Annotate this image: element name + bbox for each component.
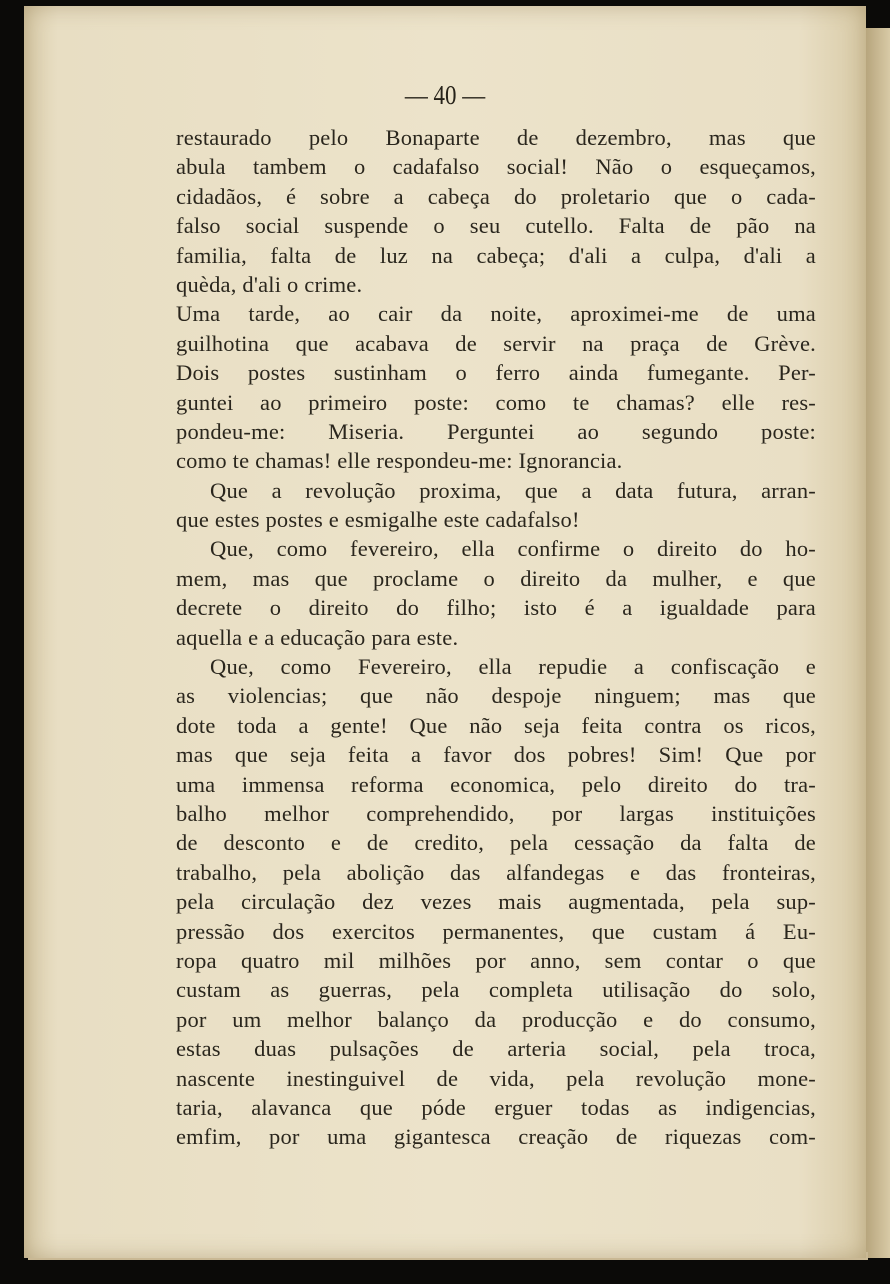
- text-line: aquella e a educação para este.: [176, 624, 459, 650]
- text-line: pondeu-me: Miseria. Perguntei ao segundo poste:: [176, 418, 816, 444]
- text-line: nascente inestinguivel de vida, pela revolução mone-: [176, 1065, 816, 1091]
- paragraph: [176, 299, 816, 475]
- text-line: abula tambem o cadafalso social! Não o esqueçamos,: [176, 154, 816, 180]
- text-line: guilhotina que acabava de servir na praça de Grève.: [176, 330, 816, 356]
- text-line: decrete o direito do filho; isto é a igualdade para: [176, 595, 816, 621]
- text-line: dote toda a gente! Que não seja feita contra os ricos,: [176, 712, 816, 738]
- book-page: [24, 6, 866, 1258]
- text-line: mas que seja feita a favor dos pobres! Sim! Que por: [176, 742, 816, 768]
- text-line: ropa quatro mil milhões por anno, sem contar o que: [176, 947, 816, 973]
- body-text: [176, 123, 816, 1152]
- text-line: trabalho, pela abolição das alfandegas e das fronteiras,: [176, 859, 816, 885]
- text-line: de desconto e de credito, pela cessação da falta de: [176, 830, 816, 856]
- text-line: Uma tarde, ao cair da noite, aproximei-me de uma: [176, 301, 816, 327]
- text-line: emfim, por uma gigantesca creação de riquezas com-: [176, 1124, 816, 1150]
- text-line: familia, falta de luz na cabeça; d'ali a culpa, d'ali a: [176, 242, 816, 268]
- adjacent-page-edge: [866, 28, 890, 1258]
- paragraph: [176, 652, 816, 1152]
- text-line: estas duas pulsações de arteria social, pela troca,: [176, 1036, 816, 1062]
- text-line: que estes postes e esmigalhe este cadafalso!: [176, 507, 580, 533]
- text-line: mem, mas que proclame o direito da mulher, e que: [176, 565, 816, 591]
- paragraph: [176, 534, 816, 652]
- text-line: quèda, d'ali o crime.: [176, 271, 363, 297]
- text-line: Dois postes sustinham o ferro ainda fumegante. Per-: [176, 360, 816, 386]
- text-line: Que, como fevereiro, ella confirme o direito do ho-: [210, 536, 816, 562]
- text-line: como te chamas! elle respondeu-me: Ignorancia.: [176, 448, 623, 474]
- text-line: balho melhor comprehendido, por largas instituições: [176, 800, 816, 826]
- text-line: pressão dos exercitos permanentes, que custam á Eu-: [176, 918, 816, 944]
- paragraph: [176, 123, 816, 299]
- text-line: Que a revolução proxima, que a data futura, arran-: [210, 477, 816, 503]
- text-line: pela circulação dez vezes mais augmentada, pela sup-: [176, 889, 816, 915]
- text-line: falso social suspende o seu cutello. Falta de pão na: [176, 213, 816, 239]
- page-number: — 40 —: [404, 80, 486, 110]
- text-line: por um melhor balanço da producção e do consumo,: [176, 1006, 816, 1032]
- text-line: cidadãos, é sobre a cabeça do proletario que o cada-: [176, 183, 816, 209]
- text-line: taria, alavanca que póde erguer todas as indigencias,: [176, 1094, 816, 1120]
- text-line: guntei ao primeiro poste: como te chamas? elle res-: [176, 389, 816, 415]
- text-line: as violencias; que não despoje ninguem; mas que: [176, 683, 816, 709]
- text-line: Que, como Fevereiro, ella repudie a confiscação e: [210, 654, 816, 680]
- text-line: custam as guerras, pela completa utilisação do solo,: [176, 977, 816, 1003]
- text-line: uma immensa reforma economica, pelo direito do tra-: [176, 771, 816, 797]
- paragraph: [176, 476, 816, 535]
- text-line: restaurado pelo Bonaparte de dezembro, mas que: [176, 125, 816, 150]
